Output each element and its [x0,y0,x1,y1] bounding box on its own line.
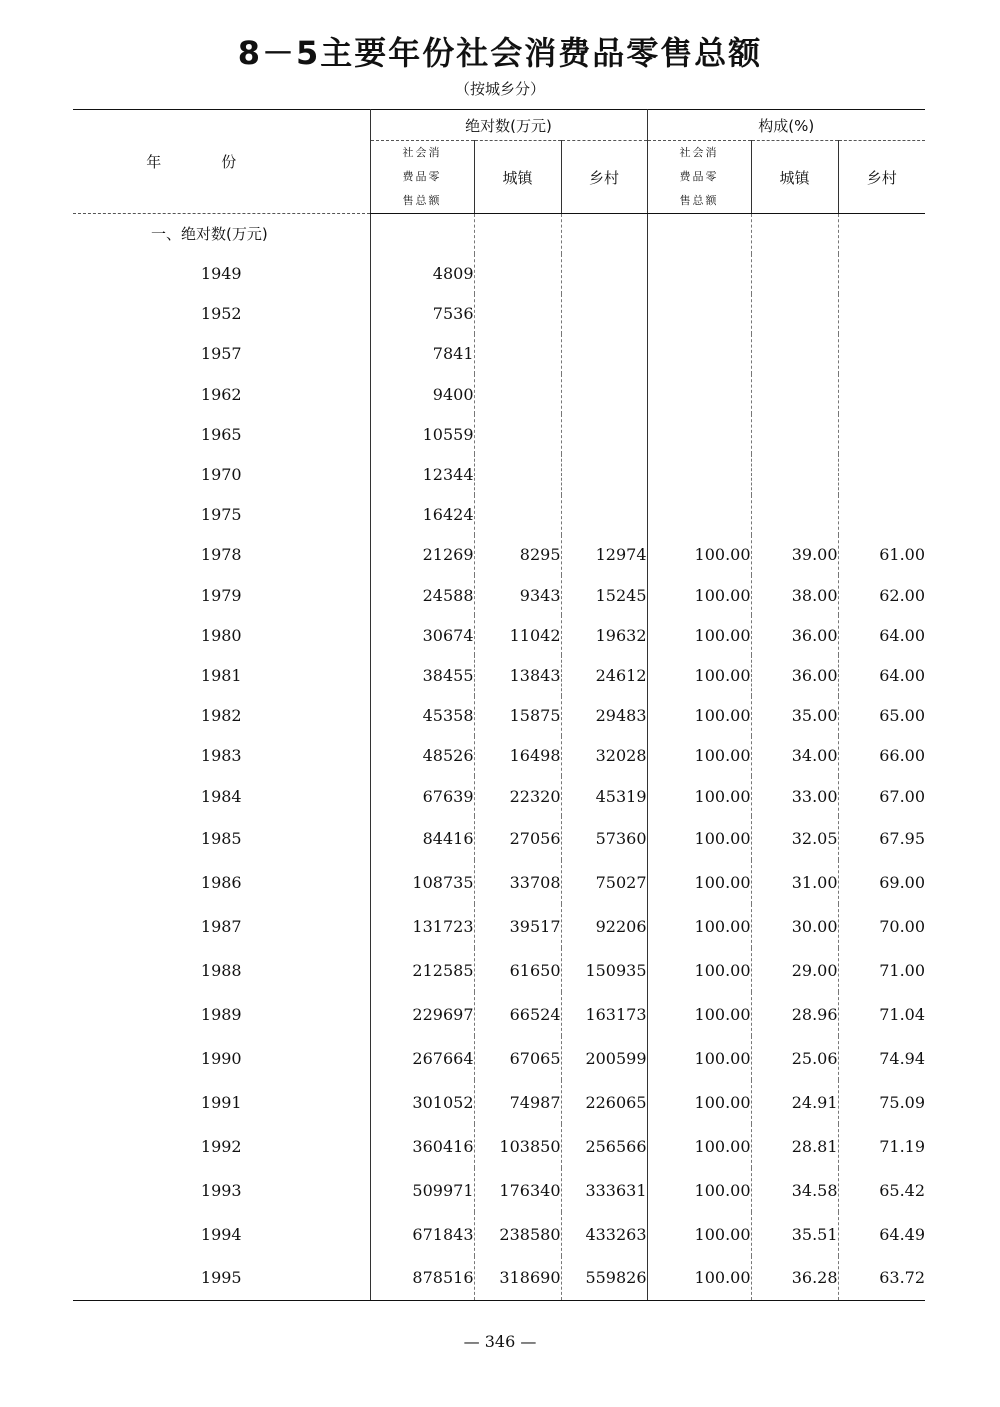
rural-cell [561,294,647,334]
rural-cell: 559826 [561,1256,647,1300]
year-cell: 1980 [200,625,242,645]
total-cell: 84416 [370,816,474,860]
table-row [73,575,925,615]
year-cell: 1987 [200,916,242,936]
pct-rural-cell: 69.00 [838,860,925,904]
pct-rural-cell [838,334,925,374]
table-row [73,655,925,695]
pct-total-cell [647,334,751,374]
pct-urban-cell [751,495,838,535]
pct-urban-cell [751,454,838,494]
rural-cell: 19632 [561,615,647,655]
pct-total-header-line-2: 费品零 [679,170,719,183]
pct-total-cell [647,294,751,334]
rural-cell [561,374,647,414]
year-column-header: 年份 [73,110,370,214]
pct-total-cell: 100.00 [647,736,751,776]
urban-cell: 67065 [474,1036,561,1080]
urban-cell: 176340 [474,1168,561,1212]
total-cell: 878516 [370,1256,474,1300]
rural-cell: 75027 [561,860,647,904]
year-cell: 1952 [200,304,242,324]
total-cell: 212585 [370,948,474,992]
table-row [73,1212,925,1256]
pct-rural-cell: 66.00 [838,736,925,776]
total-cell: 7841 [370,334,474,374]
urban-cell: 74987 [474,1080,561,1124]
rural-column-header: 乡村 [561,141,647,214]
rural-cell: 32028 [561,736,647,776]
pct-rural-cell: 74.94 [838,1036,925,1080]
rural-cell [561,254,647,294]
pct-total-header-line-1: 社会消 [679,146,719,159]
pct-rural-cell: 67.95 [838,816,925,860]
urban-column-header: 城镇 [474,141,561,214]
pct-urban-cell [751,254,838,294]
urban-cell [474,334,561,374]
pct-rural-cell: 63.72 [838,1256,925,1300]
page-number: — 346 — [463,1332,537,1351]
total-cell: 9400 [370,374,474,414]
year-cell: 1981 [200,665,242,685]
table-row [73,1256,925,1300]
rural-cell: 433263 [561,1212,647,1256]
pct-urban-cell: 36.00 [751,655,838,695]
pct-total-cell: 100.00 [647,948,751,992]
retail-sales-table [73,109,925,1301]
urban-cell: 103850 [474,1124,561,1168]
year-cell: 1978 [200,545,242,565]
pct-total-cell: 100.00 [647,575,751,615]
pct-rural-cell: 71.04 [838,992,925,1036]
pct-urban-cell: 33.00 [751,776,838,816]
year-cell: 1993 [200,1180,242,1200]
year-cell: 1949 [200,264,242,284]
year-cell: 1962 [200,384,242,404]
pct-total-cell: 100.00 [647,992,751,1036]
section-row [73,214,925,254]
urban-cell: 39517 [474,904,561,948]
pct-rural-cell: 61.00 [838,535,925,575]
page-title: 8－5主要年份社会消费品零售总额 [237,34,763,72]
year-cell: 1975 [200,505,242,525]
pct-rural-cell: 75.09 [838,1080,925,1124]
pct-total-cell: 100.00 [647,816,751,860]
rural-cell: 24612 [561,655,647,695]
rural-cell: 29483 [561,696,647,736]
pct-total-cell: 100.00 [647,615,751,655]
pct-total-header-line-3: 售总额 [679,194,719,207]
table-row [73,414,925,454]
pct-total-cell: 100.00 [647,1080,751,1124]
total-cell: 267664 [370,1036,474,1080]
urban-cell: 16498 [474,736,561,776]
total-cell: 21269 [370,535,474,575]
urban-cell: 15875 [474,696,561,736]
year-cell: 1991 [200,1092,242,1112]
pct-total-cell: 100.00 [647,860,751,904]
pct-urban-column-header: 城镇 [751,141,838,214]
pct-urban-cell: 24.91 [751,1080,838,1124]
total-cell: 24588 [370,575,474,615]
pct-rural-cell: 70.00 [838,904,925,948]
urban-cell [474,454,561,494]
pct-rural-cell: 65.00 [838,696,925,736]
urban-cell: 66524 [474,992,561,1036]
table-row [73,374,925,414]
pct-urban-cell: 34.58 [751,1168,838,1212]
pct-rural-cell: 71.19 [838,1124,925,1168]
pct-rural-cell [838,374,925,414]
pct-urban-cell: 39.00 [751,535,838,575]
rural-cell: 57360 [561,816,647,860]
total-cell: 30674 [370,615,474,655]
pct-total-cell: 100.00 [647,1036,751,1080]
year-cell: 1992 [200,1136,242,1156]
pct-rural-cell: 62.00 [838,575,925,615]
total-cell: 45358 [370,696,474,736]
total-cell: 509971 [370,1168,474,1212]
urban-cell: 9343 [474,575,561,615]
total-cell: 48526 [370,736,474,776]
pct-urban-cell: 34.00 [751,736,838,776]
pct-urban-cell: 32.05 [751,816,838,860]
year-cell: 1994 [200,1224,242,1244]
table-row [73,615,925,655]
total-cell: 38455 [370,655,474,695]
pct-urban-cell [751,374,838,414]
table-row [73,495,925,535]
rural-cell [561,414,647,454]
rural-cell [561,334,647,374]
year-cell: 1989 [200,1004,242,1024]
pct-total-cell: 100.00 [647,1168,751,1212]
total-cell: 671843 [370,1212,474,1256]
total-cell: 7536 [370,294,474,334]
table-row [73,454,925,494]
pct-urban-cell: 30.00 [751,904,838,948]
urban-cell: 22320 [474,776,561,816]
total-cell: 12344 [370,454,474,494]
table-row [73,776,925,816]
year-cell: 1982 [200,706,242,726]
table-row [73,948,925,992]
urban-cell: 33708 [474,860,561,904]
total-cell: 10559 [370,414,474,454]
pct-rural-cell: 65.42 [838,1168,925,1212]
pct-total-cell: 100.00 [647,655,751,695]
pct-urban-cell: 29.00 [751,948,838,992]
composition-group-header: 构成(%) [647,110,925,141]
year-cell: 1979 [200,585,242,605]
total-header-line-3: 售总额 [402,194,442,207]
pct-total-cell [647,254,751,294]
rural-cell: 333631 [561,1168,647,1212]
year-cell: 1965 [200,424,242,444]
table-row [73,992,925,1036]
rural-cell: 15245 [561,575,647,615]
pct-total-cell: 100.00 [647,1212,751,1256]
year-cell: 1984 [200,786,242,806]
pct-rural-cell: 67.00 [838,776,925,816]
urban-cell [474,254,561,294]
pct-total-cell [647,414,751,454]
year-cell: 1985 [200,828,242,848]
urban-cell: 27056 [474,816,561,860]
pct-total-cell [647,495,751,535]
urban-cell: 238580 [474,1212,561,1256]
total-cell: 131723 [370,904,474,948]
table-row [73,816,925,860]
year-cell: 1957 [200,344,242,364]
urban-cell: 11042 [474,615,561,655]
table-row [73,904,925,948]
total-header-line-1: 社会消 [402,146,442,159]
pct-urban-cell: 31.00 [751,860,838,904]
pct-urban-cell: 25.06 [751,1036,838,1080]
year-cell: 1986 [200,872,242,892]
total-header-line-2: 费品零 [402,170,442,183]
rural-cell: 45319 [561,776,647,816]
pct-rural-cell [838,294,925,334]
total-cell: 108735 [370,860,474,904]
total-cell: 301052 [370,1080,474,1124]
rural-cell: 92206 [561,904,647,948]
total-cell: 4809 [370,254,474,294]
pct-rural-column-header: 乡村 [838,141,925,214]
pct-urban-cell: 28.96 [751,992,838,1036]
pct-urban-cell [751,294,838,334]
pct-total-cell: 100.00 [647,904,751,948]
table-row [73,1080,925,1124]
table-row [73,736,925,776]
year-cell: 1970 [200,465,242,485]
pct-rural-cell [838,454,925,494]
table-row [73,1036,925,1080]
rural-cell: 150935 [561,948,647,992]
pct-rural-cell: 64.00 [838,655,925,695]
total-cell: 360416 [370,1124,474,1168]
pct-rural-cell [838,414,925,454]
pct-total-cell: 100.00 [647,1124,751,1168]
pct-rural-cell [838,254,925,294]
urban-cell: 8295 [474,535,561,575]
total-cell: 229697 [370,992,474,1036]
urban-cell [474,495,561,535]
total-cell: 16424 [370,495,474,535]
page-subtitle: （按城乡分） [454,80,545,98]
pct-rural-cell: 71.00 [838,948,925,992]
total-cell: 67639 [370,776,474,816]
pct-urban-cell: 36.00 [751,615,838,655]
pct-urban-cell: 36.28 [751,1256,838,1300]
year-cell: 1983 [200,746,242,766]
pct-urban-cell: 35.51 [751,1212,838,1256]
pct-rural-cell [838,495,925,535]
table-row [73,535,925,575]
table-row [73,1168,925,1212]
pct-total-cell: 100.00 [647,535,751,575]
pct-urban-cell: 38.00 [751,575,838,615]
pct-urban-cell: 35.00 [751,696,838,736]
total-column-header [370,141,474,214]
table-row [73,254,925,294]
header-row-group [73,110,925,141]
year-cell: 1995 [73,1256,370,1300]
rural-cell [561,495,647,535]
rural-cell: 163173 [561,992,647,1036]
rural-cell: 12974 [561,535,647,575]
pct-total-cell [647,374,751,414]
pct-rural-cell: 64.00 [838,615,925,655]
table-row [73,1124,925,1168]
urban-cell [474,414,561,454]
pct-urban-cell [751,334,838,374]
pct-total-cell: 100.00 [647,1256,751,1300]
urban-cell [474,374,561,414]
section-label: 一、绝对数(万元) [151,225,268,244]
table-row [73,334,925,374]
rural-cell: 200599 [561,1036,647,1080]
pct-urban-cell [751,414,838,454]
pct-total-column-header [647,141,751,214]
pct-total-cell [647,454,751,494]
table-row [73,860,925,904]
year-cell: 1990 [200,1048,242,1068]
table-row [73,696,925,736]
pct-total-cell: 100.00 [647,776,751,816]
pct-urban-cell: 28.81 [751,1124,838,1168]
rural-cell: 226065 [561,1080,647,1124]
absolute-group-header: 绝对数(万元) [370,110,647,141]
pct-rural-cell: 64.49 [838,1212,925,1256]
urban-cell [474,294,561,334]
table-row [73,294,925,334]
urban-cell: 13843 [474,655,561,695]
urban-cell: 318690 [474,1256,561,1300]
rural-cell [561,454,647,494]
pct-total-cell: 100.00 [647,696,751,736]
urban-cell: 61650 [474,948,561,992]
year-cell: 1988 [200,960,242,980]
rural-cell: 256566 [561,1124,647,1168]
